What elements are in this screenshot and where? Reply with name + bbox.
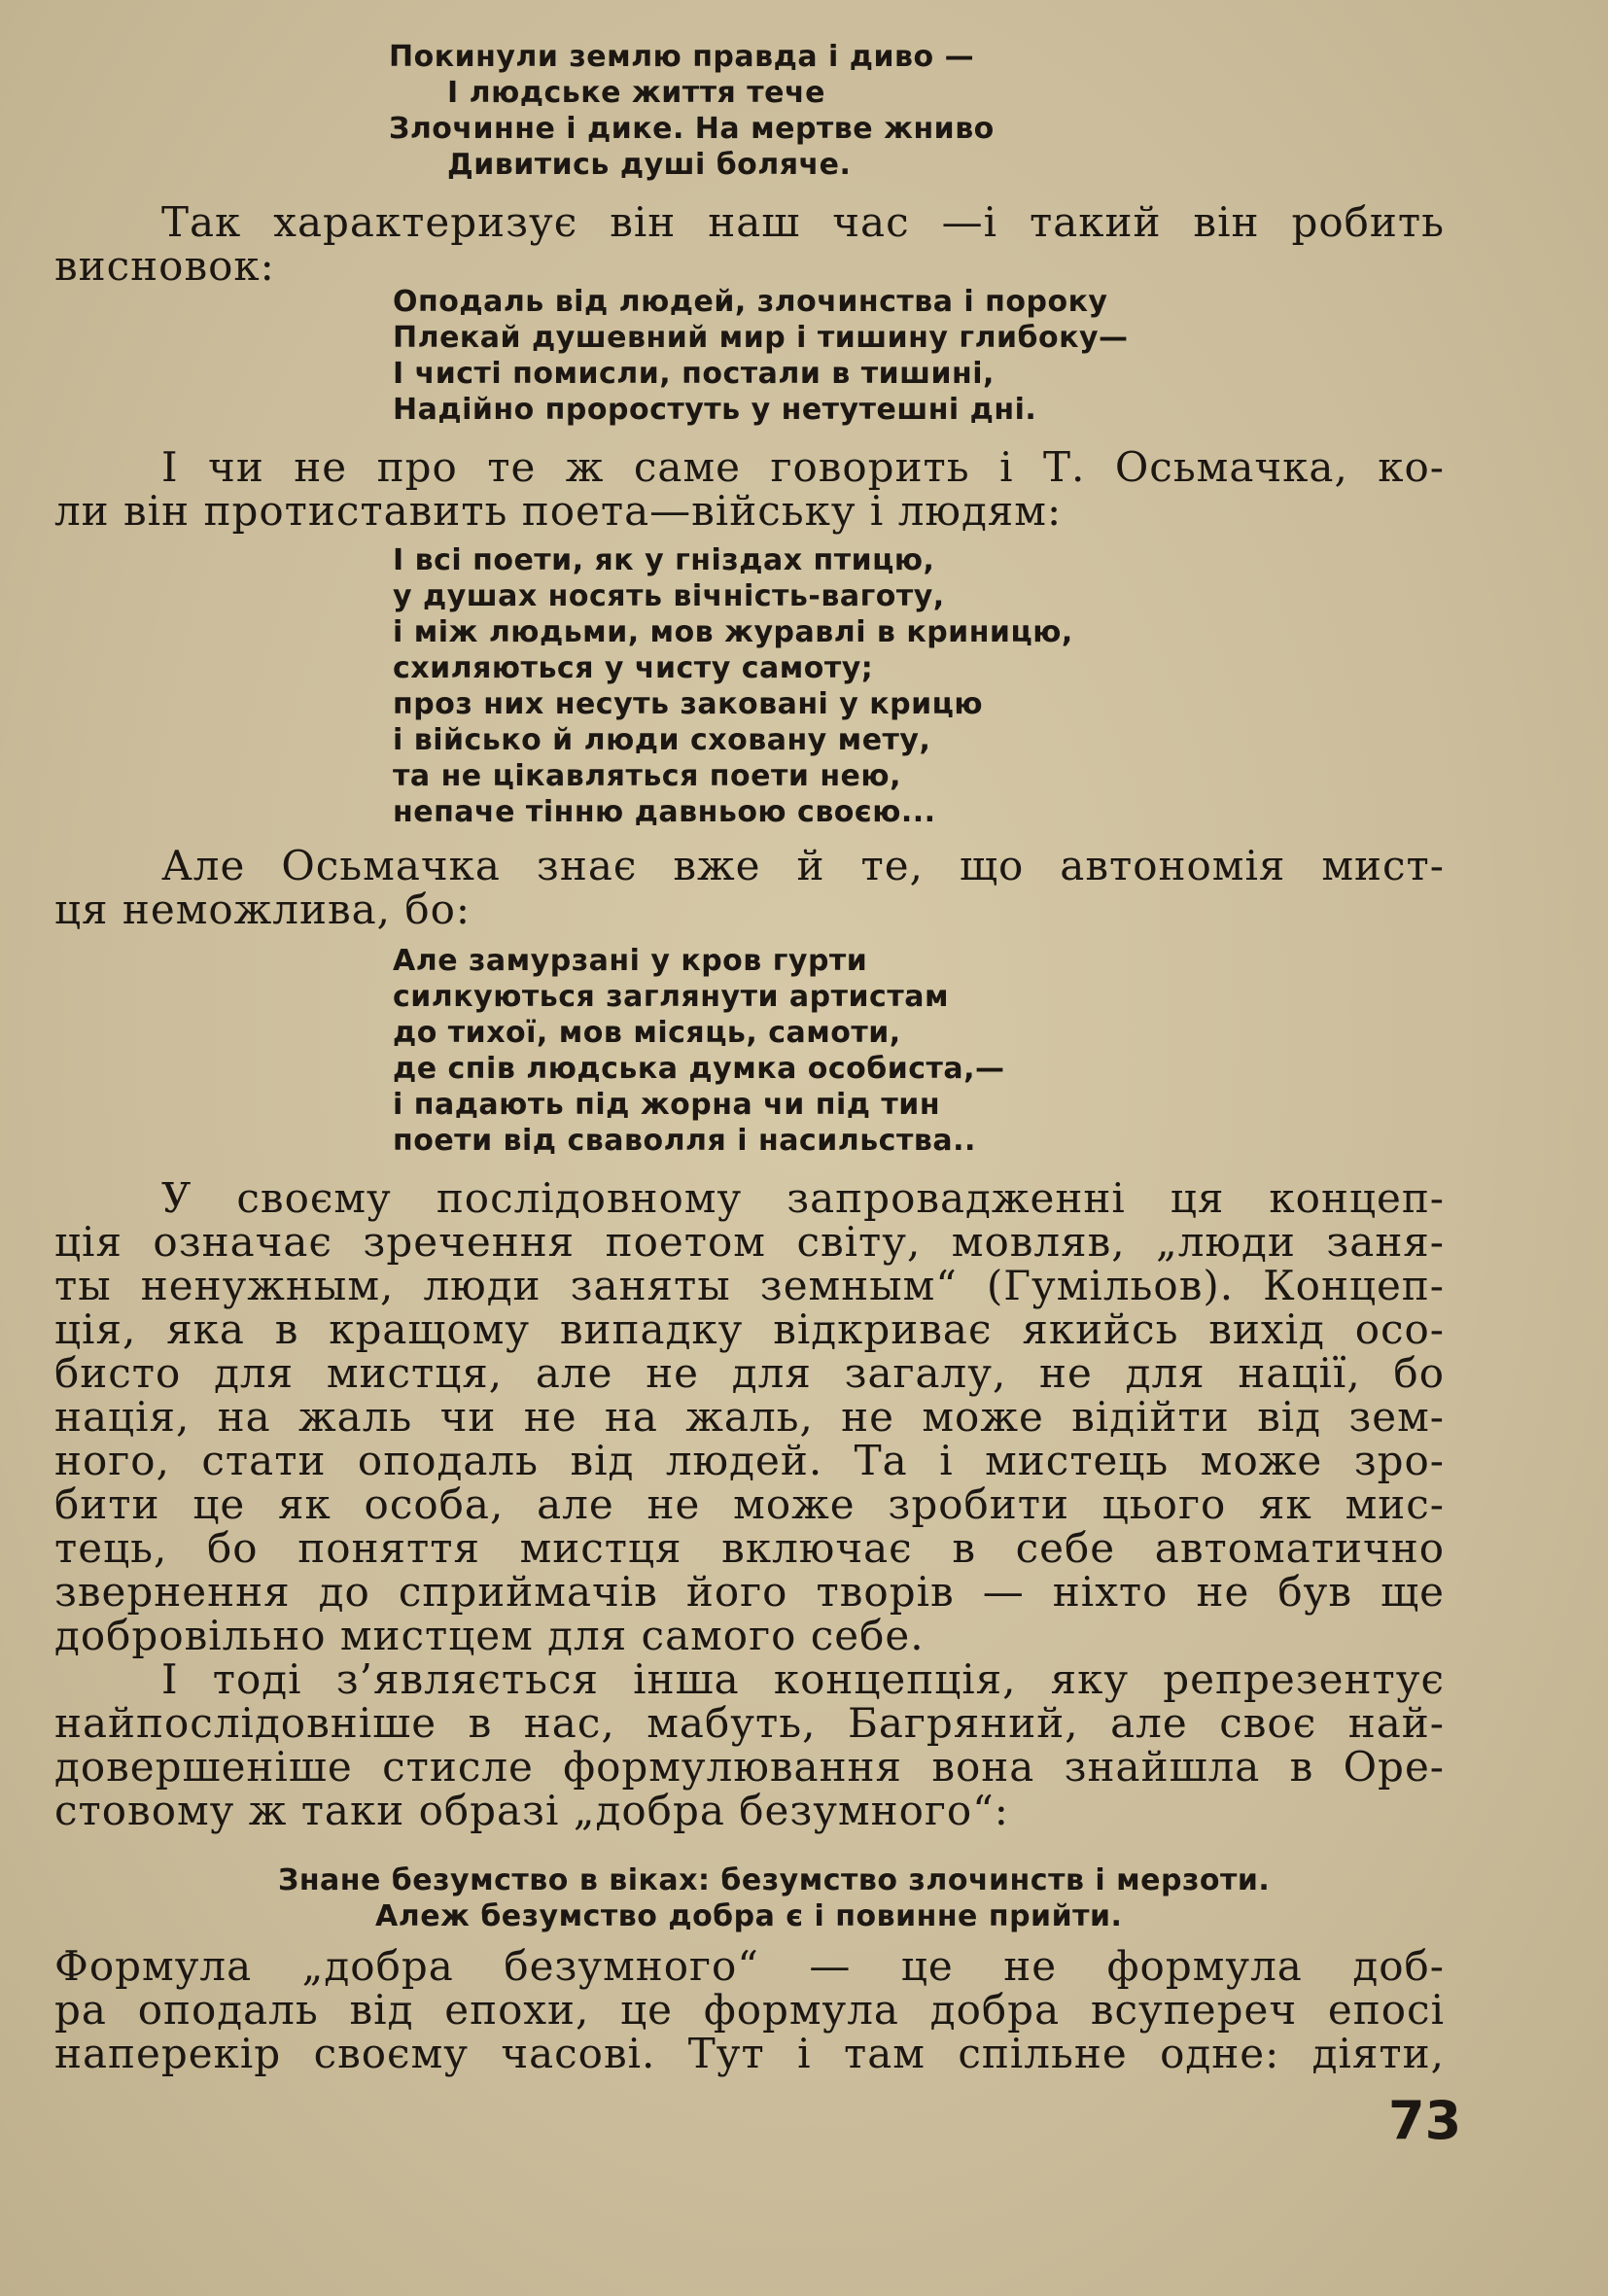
text-line: довершеніше стисле формулювання вона знайшла в Оре- [54,1743,1445,1791]
verse-line: поети від сваволля і насильства.. [393,1124,976,1158]
poem-stanza-1 [389,39,995,183]
text-line: тець, бо поняття мистця включає в себе автоматично [54,1524,1445,1572]
poem-stanza-3 [393,542,1073,830]
verse-line: Знане безумство в віках: безумство злочинств і мерзоти. [278,1863,1271,1897]
verse-line: у душах носять вічність-ваготу, [393,579,945,613]
verse-line: непаче тінню давньою своєю... [393,795,936,829]
paragraph-5 [54,1657,1445,1832]
paragraph-6 [54,1944,1445,2075]
poem-stanza-4 [393,943,1005,1159]
verse-line: Плекай душевний мир і тишину глибоку— [393,321,1129,355]
text-line: Але Осьмачка знає вже й те, що автономія мист- [161,842,1445,889]
verse-line: Покинули землю правда і диво — [389,40,975,74]
verse-line: де спів людська думка особиста,— [393,1052,1005,1086]
verse-line: і військо й люди сховану мету, [393,723,931,757]
text-line: ты ненужным, люди заняты земным“ (Гумільов). Концеп- [54,1262,1445,1309]
text-line: добровільно мистцем для самого себе. [54,1612,925,1659]
page-number: 73 [1388,2090,1462,2151]
verse-line: Оподаль від людей, злочинства і пороку [393,285,1108,319]
verse-line: І людське життя тече [447,76,825,110]
verse-line: Дивитись душі боляче. [447,148,852,182]
text-line: звернення до сприймачів його творів — ніхто не був ще [54,1568,1445,1616]
verse-line: до тихої, мов місяць, самоти, [393,1016,901,1050]
verse-line: Злочинне і дике. На мертве жниво [389,112,995,146]
verse-line: проз них несуть заковані у крицю [393,687,984,721]
text-line: ція, яка в кращому випадку відкриває якийсь вихід осо- [54,1305,1445,1353]
verse-line: і падають під жорна чи під тин [393,1088,941,1122]
verse-line: та не цікавляться поети нею, [393,759,901,793]
text-line: найпослідовніше в нас, мабуть, Багряний, але своє най- [54,1699,1445,1747]
verse-line: І чисті помисли, постали в тишині, [393,357,995,391]
verse-line: Надійно проростуть у нетутешні дні. [393,393,1037,427]
text-line: стовому ж таки образі „добра безумного“: [54,1787,1009,1834]
verse-line: схиляються у чисту самоту; [393,651,874,685]
text-line: ного, стати оподаль від людей. Та і мистець може зро- [54,1437,1445,1484]
text-line: нація, на жаль чи не на жаль, не може відійти від зем- [54,1393,1445,1441]
verse-line: Але замурзані у кров гурти [393,944,868,978]
poem-stanza-5 [278,1862,1270,1934]
paragraph-2 [54,445,1445,533]
text-line: ця неможлива, бо: [54,886,472,933]
text-line: наперекір своєму часові. Тут і там спільне одне: діяти, [54,2030,1445,2077]
verse-line: І всі поети, як у гніздах птицю, [393,543,935,577]
paragraph-4 [54,1176,1445,1657]
verse-line: силкуються заглянути артистам [393,980,949,1014]
text-line: ра оподаль від епохи, це формула добра всупереч епосі [54,1986,1445,2034]
text-line: бити це як особа, але не може зробити цього як мис- [54,1480,1445,1528]
paragraph-1 [54,200,1445,288]
text-line: висновок: [54,242,275,290]
text-line: ція означає зречення поетом світу, мовляв, „люди заня- [54,1218,1445,1266]
text-line: бисто для мистця, але не для загалу, не для нації, бо [54,1349,1445,1397]
verse-line: і між людьми, мов журавлі в криницю, [393,615,1073,649]
text-line: І чи не про те ж саме говорить і Т. Осьмачка, ко- [161,443,1445,491]
poem-stanza-2 [393,284,1129,428]
text-line: І тоді з’являється інша концепція, яку репрезентує [161,1655,1445,1703]
text-line: Формула „добра безумного“ — це не формула доб- [54,1942,1445,1990]
text-line: Так характеризує він наш час —і такий він робить [161,198,1445,246]
verse-line: Алеж безумство добра є і повинне прийти. [375,1899,1123,1933]
text-line: ли він протиставить поета—війську і людям: [54,487,1063,535]
text-line: У своєму послідовному запровадженні ця концеп- [161,1174,1445,1222]
paragraph-3 [54,844,1445,931]
